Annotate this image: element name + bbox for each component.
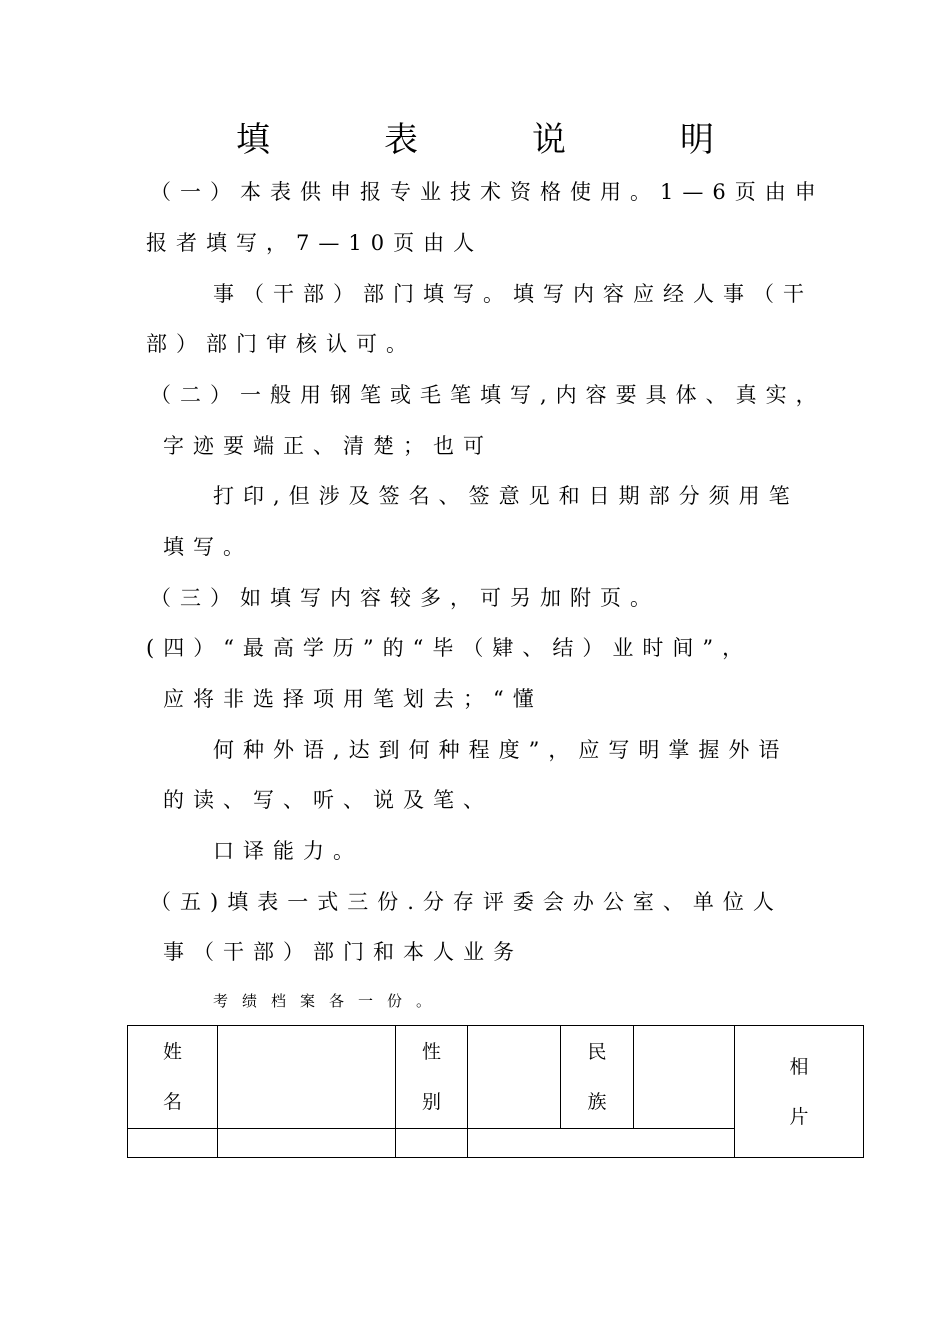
- table-cell[interactable]: [218, 1129, 396, 1158]
- photo-cell[interactable]: [735, 1026, 864, 1158]
- instruction-line: （五)填表一式三份.分存评委会办公室、单位人: [150, 890, 783, 914]
- page-title: 填 表 说 明: [236, 120, 754, 160]
- instruction-line: 口译能力。: [213, 839, 363, 863]
- instruction-line: 字迹要端正、清楚；也可: [163, 434, 493, 458]
- instruction-line: 打印,但涉及签名、签意见和日期部分须用笔: [213, 484, 799, 508]
- instruction-line: 考绩档案各一份。: [213, 992, 446, 1010]
- instruction-line: （二）一般用钢笔或毛笔填写,内容要具体、真实，: [150, 383, 826, 407]
- table-cell[interactable]: [396, 1129, 468, 1158]
- name-label-cell: [128, 1026, 218, 1129]
- instruction-line: 报者填写，7—10页由人: [146, 231, 484, 255]
- name-value-cell[interactable]: [218, 1026, 396, 1129]
- instruction-line: (四）“最高学历”的“毕（肄、结）业时间”，: [146, 636, 753, 660]
- instruction-line: 部）部门审核认可。: [146, 332, 416, 356]
- table-cell[interactable]: [468, 1129, 735, 1158]
- gender-value-cell[interactable]: [468, 1026, 561, 1129]
- gender-label-cell: [396, 1026, 468, 1129]
- name-label: 姓名: [162, 1041, 182, 1113]
- ethnicity-value-cell[interactable]: [634, 1026, 735, 1129]
- photo-label: 相片: [789, 1056, 809, 1128]
- instruction-line: （三）如填写内容较多，可另加附页。: [150, 586, 660, 610]
- instruction-line: （一）本表供申报专业技术资格使用。1—6页由申: [150, 180, 825, 204]
- table-cell[interactable]: [128, 1129, 218, 1158]
- instruction-line: 的读、写、听、说及笔、: [163, 788, 493, 812]
- ethnicity-label: 民族: [587, 1041, 607, 1113]
- instruction-line: 填写。: [163, 535, 253, 559]
- gender-label: 性别: [421, 1041, 441, 1113]
- instruction-line: 事（干部）部门和本人业务: [163, 940, 523, 964]
- applicant-info-table: [127, 1025, 864, 1158]
- instruction-line: 何种外语,达到何种程度”，应写明掌握外语: [213, 738, 789, 762]
- instruction-line: 应将非选择项用笔划去；“懂: [163, 687, 543, 711]
- ethnicity-label-cell: [561, 1026, 634, 1129]
- instruction-line: 事（干部）部门填写。填写内容应经人事（干: [213, 282, 813, 306]
